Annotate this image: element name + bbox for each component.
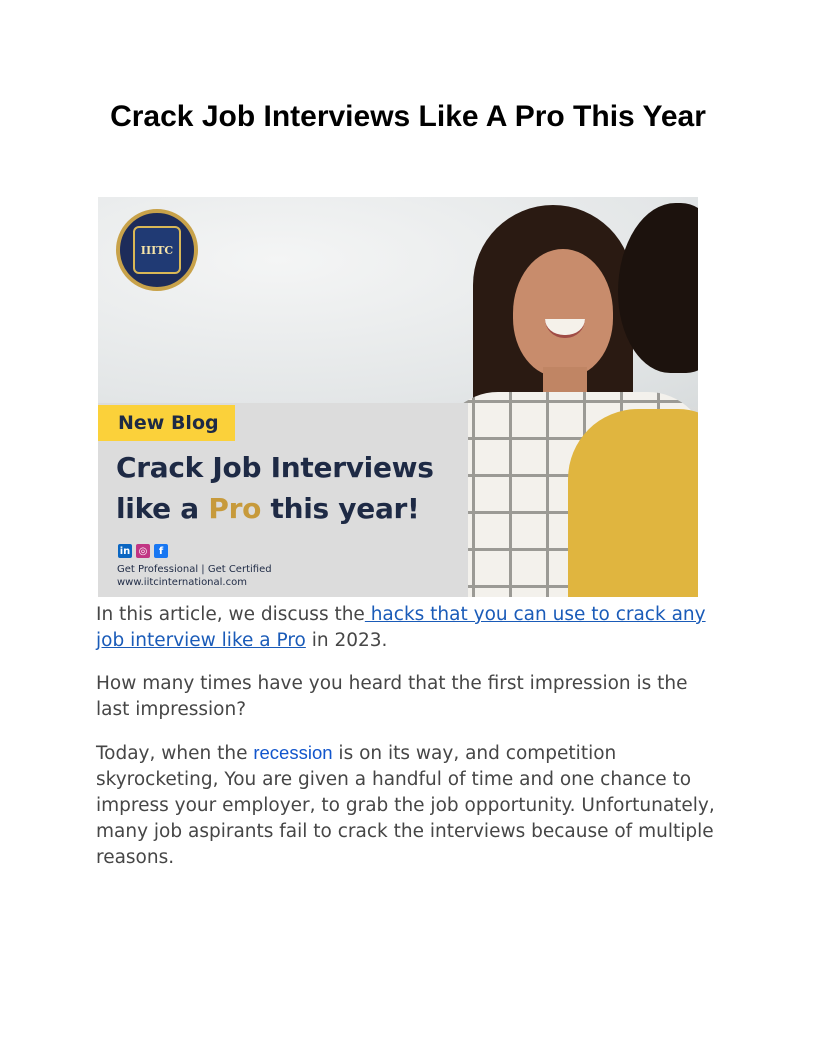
- logo-shield: IIITC: [133, 226, 181, 274]
- instagram-icon: ◎: [136, 544, 150, 558]
- recession-paragraph: [96, 740, 726, 871]
- banner-headline: [116, 447, 468, 529]
- iitc-logo: [116, 209, 198, 291]
- yellow-shirt: [568, 409, 698, 597]
- hacks-article-link[interactable]: hacks that you can use to crack any job interview like a Pro: [96, 604, 706, 651]
- banner-website: www.iitcinternational.com: [117, 577, 247, 588]
- recession-text-end: is on its way, and competition skyrocketing, You are given a handful of time and one chance to impress your employer, to grab the job opportunity. Unfortunately, many job aspirants fail to crack the interviews because of multiple reasons.: [96, 743, 715, 868]
- intro-text-end: in 2023.: [305, 630, 388, 651]
- blog-banner-image: [98, 197, 698, 597]
- new-blog-tag: New Blog: [98, 405, 235, 441]
- page-title: Crack Job Interviews Like A Pro This Year: [110, 100, 706, 133]
- recession-link[interactable]: recession: [253, 742, 333, 763]
- intro-text: In this article, we discuss the: [96, 604, 365, 625]
- headline-accent: Pro: [208, 492, 262, 525]
- banner-tagline: Get Professional | Get Certified: [117, 564, 272, 575]
- intro-paragraph: [96, 602, 726, 654]
- headline-part2: this year!: [261, 492, 420, 525]
- facebook-icon: f: [154, 544, 168, 558]
- linkedin-icon: in: [119, 545, 131, 557]
- recession-text-start: Today, when the: [96, 743, 254, 764]
- headline-part1: Crack Job Interviews like a: [116, 451, 434, 525]
- impression-paragraph: How many times have you heard that the first impression is the last impression?: [96, 673, 688, 720]
- woman-face: [513, 249, 613, 377]
- social-icons: [118, 544, 168, 558]
